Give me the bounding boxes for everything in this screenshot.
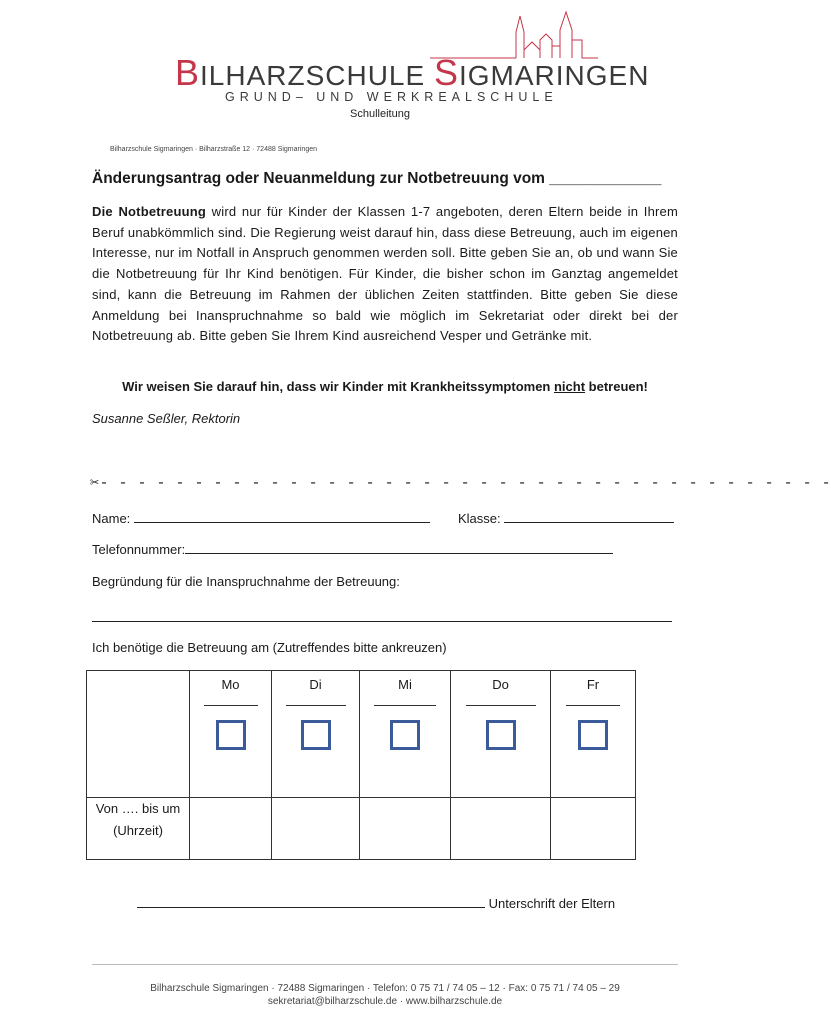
sender-address: Bilharzschule Sigmaringen · Bilharzstraße 12 · 72488 Sigmaringen — [110, 146, 317, 153]
day-column-fr — [551, 671, 636, 798]
reason-input-line[interactable] — [92, 621, 672, 622]
time-cell-mi[interactable] — [360, 798, 451, 860]
day-column-di — [272, 671, 360, 798]
reason-label: Begründung für die Inanspruchnahme der Betreuung: — [92, 574, 400, 589]
day-column-do — [451, 671, 551, 798]
school-name: BILHARZSCHULE SIGMARINGEN — [175, 52, 650, 93]
school-type: GRUND– UND WERKREALSCHULE — [225, 90, 558, 104]
day-label-fr: Fr — [586, 677, 600, 692]
class-field[interactable]: Klasse: — [458, 510, 674, 526]
day-label-mo: Mo — [221, 677, 240, 692]
checkbox-fr[interactable] — [578, 720, 608, 750]
time-cell-mo[interactable] — [190, 798, 272, 860]
time-cell-do[interactable] — [451, 798, 551, 860]
document-title: Änderungsantrag oder Neuanmeldung zur Notbetreuung vom _____________ — [92, 170, 662, 187]
warning-notice: Wir weisen Sie darauf hin, dass wir Kinder mit Krankheitssymptomen nicht betreuen! — [122, 379, 648, 394]
day-label-mi: Mi — [398, 677, 412, 692]
parent-signature-label: Unterschrift der Eltern — [488, 896, 616, 911]
phone-field[interactable]: Telefonnummer: — [92, 541, 613, 557]
checkbox-do[interactable] — [486, 720, 516, 750]
day-column-mo — [190, 671, 272, 798]
footer-divider — [92, 964, 678, 965]
days-instruction: Ich benötige die Betreuung am (Zutreffendes bitte ankreuzen) — [92, 640, 447, 655]
intro-rest: wird nur für Kinder der Klassen 1-7 angeboten, deren Eltern beide in Ihrem Beruf unabkömmlich sind. Die Regierung weist darauf hin, dass diese Betreuung, auch im eigenen Interesse, nur im Notfall in Anspruch genommen werden soll. Bitte geben Sie an, ob und wann Sie die Notbetreuung für Ihr Kind benötigen. Für Kinder, die bisher schon im Ganztag angemeldet sind, kann die Betreuung im Rahmen der üblichen Zeiten stattfinden. Bitte geben Sie diese Anmeldung bei Inanspruchnahme so bald wie möglich im Sekretariat oder direkt bei der Notbetreuung ab. Bitte geben Sie Ihrem Kind ausreichend Vesper und Getränke mit. — [92, 204, 678, 344]
cut-line: ✂- - - - - - - - - - - - - - - - - - - - - - - - - - - - - - - - - - - - - - - — [90, 475, 831, 492]
intro-paragraph — [92, 202, 678, 347]
footer-contact: Bilharzschule Sigmaringen · 72488 Sigmaringen · Telefon: 0 75 71 / 74 05 – 12 · Fax: 0 75 71 / 74 05 – 29 — [150, 983, 620, 994]
empty-header-cell — [87, 671, 190, 798]
checkbox-mi[interactable] — [390, 720, 420, 750]
footer-web: sekretariat@bilharzschule.de · www.bilharzschule.de — [267, 996, 503, 1007]
checkbox-di[interactable] — [301, 720, 331, 750]
intro-bold: Die Notbetreuung — [92, 204, 207, 219]
department-label: Schulleitung — [350, 108, 410, 120]
signatory: Susanne Seßler, Rektorin — [92, 411, 241, 426]
day-label-do: Do — [492, 677, 509, 692]
scissors-icon: ✂ — [90, 475, 100, 492]
time-label-cell: Von …. bis um (Uhrzeit) — [87, 798, 190, 860]
footer — [0, 982, 770, 1008]
checkbox-mo[interactable] — [216, 720, 246, 750]
name-field[interactable]: Name: — [92, 510, 430, 526]
parent-signature-field[interactable] — [137, 895, 615, 911]
time-cell-di[interactable] — [272, 798, 360, 860]
day-label-di: Di — [309, 677, 322, 692]
day-column-mi — [360, 671, 451, 798]
days-table — [86, 670, 636, 860]
time-cell-fr[interactable] — [551, 798, 636, 860]
